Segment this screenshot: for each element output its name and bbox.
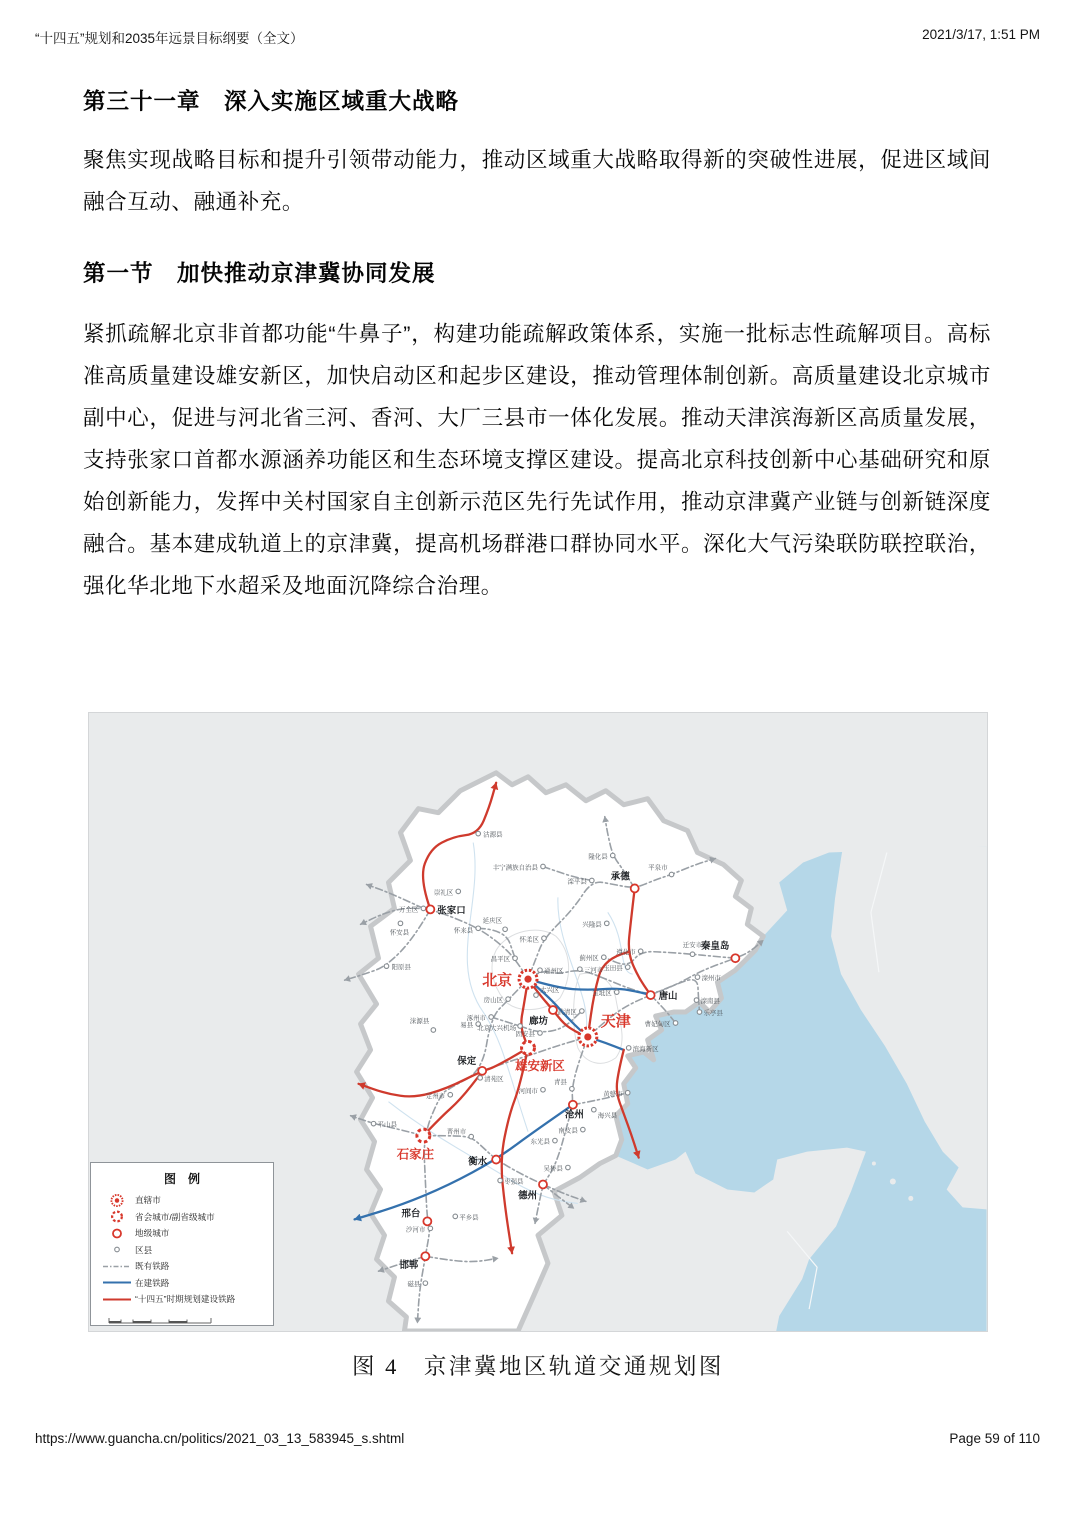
map-label: 武清区 [557, 1009, 577, 1017]
legend-item [99, 1225, 265, 1242]
map-label: 磁县 [407, 1281, 421, 1289]
map-label: 北京 [482, 972, 513, 990]
legend-item [99, 1192, 265, 1209]
map-label: 平山县 [377, 1121, 397, 1129]
map-label: 天津 [600, 1012, 631, 1030]
city-marker [426, 905, 434, 913]
map-label: 衡水 [468, 1156, 488, 1168]
map-label: 蓟州区 [579, 955, 599, 963]
page-number: Page 59 of 110 [949, 1431, 1040, 1446]
county-marker [534, 993, 539, 998]
county-marker [580, 1009, 585, 1014]
municipality-icon [99, 1193, 135, 1208]
city-marker [539, 1180, 547, 1188]
map-label: 邯郸 [399, 1260, 419, 1272]
county-marker [566, 1165, 571, 1170]
capital-icon [99, 1209, 135, 1224]
county-marker [506, 997, 511, 1002]
county-marker [690, 952, 695, 957]
city-marker [549, 1006, 557, 1014]
map-label: 唐山 [658, 991, 678, 1003]
section-heading: 第一节 加快推动京津冀协同发展 [83, 261, 436, 286]
map-label: 宝坻区 [592, 990, 612, 998]
county-marker [503, 927, 508, 932]
city-marker [421, 1252, 429, 1260]
map-label: 滦南县 [700, 998, 720, 1006]
county-marker [626, 1046, 631, 1051]
legend-item-label: 既有铁路 [135, 1261, 170, 1272]
county-marker [498, 1178, 503, 1183]
county-marker [431, 1028, 436, 1033]
existing-line-icon [99, 1259, 135, 1274]
county-marker [513, 956, 518, 961]
map-label: 阳原县 [391, 964, 411, 972]
legend-item-label: “十四五”时期规划建设铁路 [135, 1294, 236, 1305]
city-marker [631, 884, 639, 892]
legend-item-label: 地级城市 [135, 1228, 170, 1239]
county-marker [489, 1015, 494, 1020]
county-marker [638, 949, 643, 954]
map-label: 隆化县 [588, 853, 608, 861]
map-label: 沧州 [564, 1109, 584, 1121]
county-marker [601, 955, 606, 960]
map-label: 德州 [518, 1190, 538, 1202]
county-marker [578, 967, 583, 972]
city-marker [519, 970, 537, 988]
county-marker [384, 964, 389, 969]
map-label: 枣强县 [504, 1178, 524, 1186]
legend-item [99, 1291, 265, 1308]
map-label: 承德 [610, 871, 630, 883]
map-label: 怀来县 [453, 927, 474, 935]
county-marker [542, 936, 547, 941]
county-marker [604, 921, 609, 926]
page-footer [35, 1431, 1040, 1446]
map-label: 三河市 [583, 967, 604, 975]
county-marker [476, 926, 481, 931]
map-label: 房山区 [483, 997, 504, 1005]
city-marker [478, 1067, 486, 1075]
map-label: 滦平县 [567, 878, 587, 886]
map-label: 北京大兴机场 [477, 1024, 517, 1032]
legend-item [99, 1275, 265, 1292]
county-marker [669, 872, 674, 877]
page-header [35, 27, 1040, 47]
county-marker [625, 965, 630, 970]
map-label: 万全区 [398, 906, 419, 914]
map-label: 邢台 [401, 1208, 421, 1220]
map-label: 东光县 [530, 1138, 550, 1146]
legend-item [99, 1258, 265, 1275]
chapter-heading: 第三十一章 深入实施区域重大战略 [83, 89, 460, 114]
legend-item-label: 在建铁路 [135, 1277, 170, 1288]
island [872, 1162, 876, 1166]
planned-line-icon [99, 1292, 135, 1307]
rail-map-figure [88, 712, 988, 1332]
map-label: 通州区 [543, 968, 564, 976]
county-marker [428, 1226, 433, 1231]
map-label: 兴隆县 [582, 921, 602, 929]
map-label: 易县 [460, 1021, 474, 1029]
city-marker [647, 991, 655, 999]
map-label: 清苑区 [484, 1075, 504, 1083]
city-marker [579, 1028, 597, 1046]
county-marker [538, 1031, 543, 1036]
county-marker [570, 1086, 575, 1091]
county-marker [695, 975, 700, 980]
map-label: 黄骅市 [603, 1090, 623, 1098]
map-label: 张家口 [437, 905, 466, 917]
county-marker [592, 1107, 597, 1112]
county-marker [421, 906, 426, 911]
map-label: 滦州市 [701, 975, 721, 983]
map-label: 迁安市 [682, 942, 703, 950]
legend-item [99, 1209, 265, 1226]
chapter-intro-paragraph: 聚焦实现战略目标和提升引领带动能力，推动区域重大战略取得新的突破性进展，促进区域间融合互动、融通补充。 [83, 148, 991, 214]
map-label: 晋州市 [446, 1128, 467, 1136]
county-marker [476, 831, 481, 836]
county-icon [99, 1242, 135, 1257]
map-label: 遵化市 [616, 949, 636, 957]
city-marker [492, 1156, 500, 1164]
print-datetime: 2021/3/17, 1:51 PM [922, 27, 1040, 42]
island [908, 1196, 913, 1201]
section-body-paragraph: 紧抓疏解北京非首都功能“牛鼻子”，构建功能疏解政策体系，实施一批标志性疏解项目。高标准高质量建设雄安新区，加快启动区和起步区建设，推动管理体制创新。高质量建设北京城市副中心，促进与河北省三河、香河、大厂三县市一体化发展。推动天津滨海新区高质量发展，支持张家口首都水源涵养功能区和生态环境支撑区建设。提高北京科技创新中心基础研究和原始创新能力，发挥中关村国家自主创新示范区先行先试作用，推动京津冀产业链与创新链深度融合。基本建成轨道上的京津冀，提高机场群港口群协同水平。深化大气污染联防联控联治，强化华北地下水超采及地面沉降综合治理。 [83, 322, 991, 598]
island [890, 1178, 896, 1184]
legend-item-label: 省会城市/副省级城市 [135, 1211, 215, 1222]
city-marker [569, 1101, 577, 1109]
map-label: 涞源县 [409, 1017, 430, 1025]
county-marker [371, 1121, 376, 1126]
county-marker [610, 853, 615, 858]
map-label: 海兴县 [597, 1112, 618, 1120]
county-marker [673, 1021, 678, 1026]
map-label: 石家庄 [396, 1147, 435, 1162]
county-marker [553, 1138, 558, 1143]
county-marker [448, 1092, 453, 1097]
map-label: 保定 [457, 1055, 477, 1067]
county-marker [614, 990, 619, 995]
county-marker [456, 889, 461, 894]
county-marker [469, 1134, 474, 1139]
source-url: https://www.guancha.cn/politics/2021_03_13_583945_s.shtml [35, 1431, 405, 1446]
map-label: 平乡县 [459, 1214, 479, 1222]
county-marker [541, 864, 546, 869]
prefecture-icon [99, 1226, 135, 1241]
map-label: 怀柔区 [519, 936, 539, 944]
map-label: 定州市 [425, 1092, 446, 1100]
map-label: 南皮县 [558, 1127, 578, 1135]
map-label: 曹妃甸区 [644, 1020, 671, 1028]
county-marker [581, 1127, 586, 1132]
map-label: 大兴区 [539, 987, 560, 995]
county-marker [625, 1090, 630, 1095]
city-marker [731, 954, 739, 962]
county-marker [541, 1087, 546, 1092]
city-marker [522, 1041, 535, 1054]
map-label: 沙河市 [405, 1226, 426, 1234]
county-marker [590, 878, 595, 883]
map-label: 河间市 [518, 1087, 538, 1095]
map-label: 乐亭县 [703, 1010, 723, 1018]
legend-item-label: 直辖市 [135, 1195, 161, 1206]
map-label: 丰宁满族自治县 [492, 864, 538, 872]
figure-caption: 图 4 京津冀地区轨道交通规划图 [352, 1354, 724, 1379]
map-label: 滨海新区 [632, 1045, 659, 1053]
map-legend [90, 1162, 274, 1326]
map-label: 涿州市 [466, 1015, 487, 1023]
map-label: 固安县 [515, 1030, 536, 1038]
map-label: 廊坊 [529, 1015, 548, 1027]
map-label: 青县 [553, 1078, 567, 1086]
county-marker [538, 968, 543, 973]
city-marker [417, 1129, 430, 1142]
map-label: 吴桥县 [543, 1165, 563, 1173]
map-label: 平泉市 [648, 864, 668, 872]
legend-item-label: 区县 [135, 1244, 153, 1255]
map-label: 沽源县 [483, 831, 503, 839]
county-marker [453, 1214, 458, 1219]
county-marker [423, 1281, 428, 1286]
map-label: 延庆区 [482, 917, 503, 925]
county-marker [697, 1010, 702, 1015]
county-marker [694, 998, 699, 1003]
map-label: 昌平区 [490, 956, 511, 964]
document-title: “十四五”规划和2035年远景目标纲要（全文） [35, 31, 304, 46]
scale-bar [107, 1315, 227, 1327]
county-marker [398, 921, 403, 926]
legend-item [99, 1242, 265, 1259]
county-marker [478, 1076, 483, 1081]
map-label: 秦皇岛 [701, 941, 730, 953]
county-marker [518, 1024, 523, 1029]
construction-line-icon [99, 1275, 135, 1290]
map-label: 玉田县 [603, 965, 623, 973]
map-label: 怀安县 [389, 929, 410, 937]
map-label: 雄安新区 [515, 1058, 565, 1073]
legend-title: 图 例 [163, 1172, 200, 1186]
map-label: 崇礼区 [433, 889, 454, 897]
city-marker [423, 1217, 431, 1225]
